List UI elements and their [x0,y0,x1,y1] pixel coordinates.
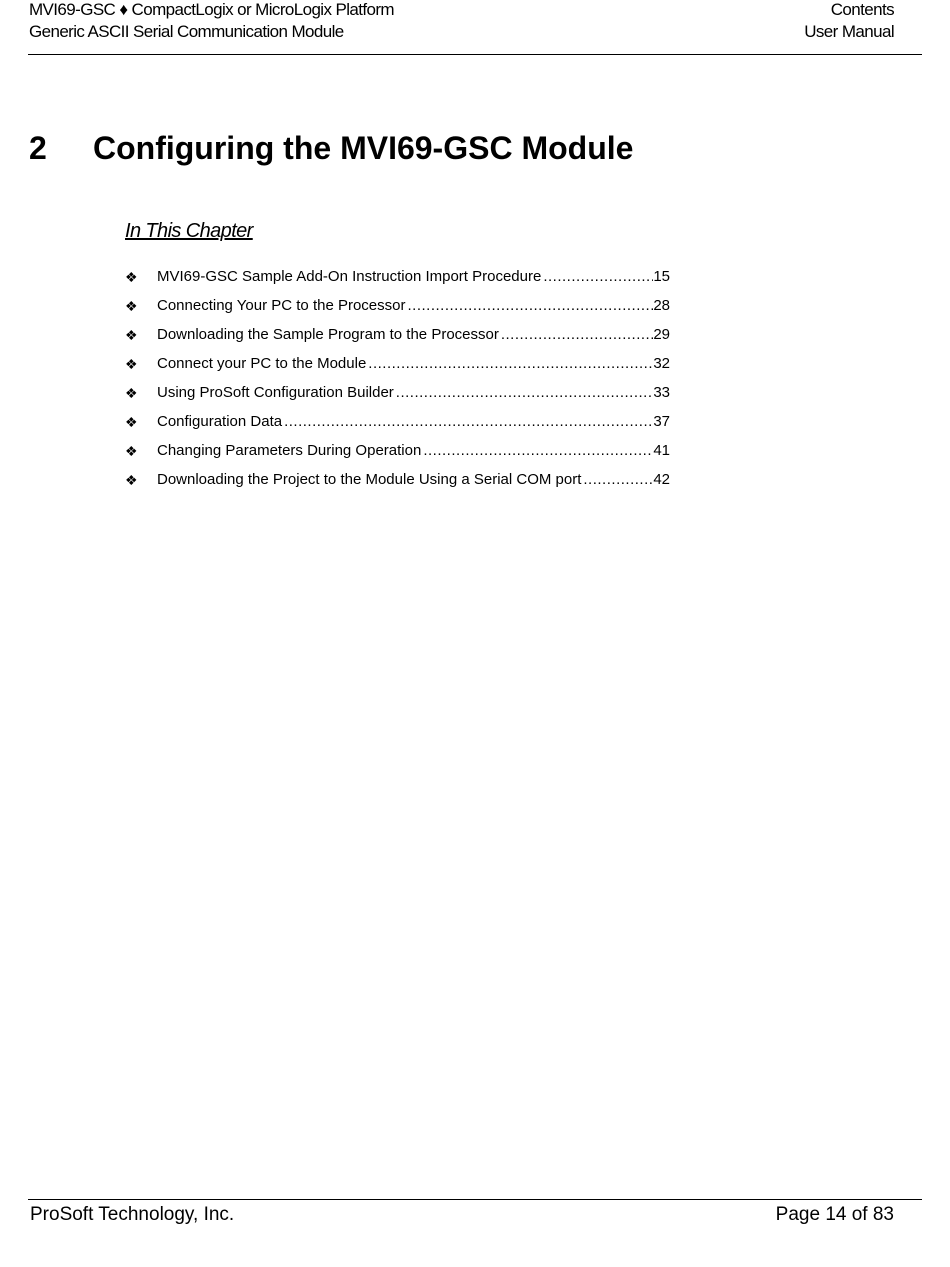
toc-leader-dots [583,471,653,488]
bullet-icon: ❖ [125,326,138,343]
toc-item-page[interactable]: 37 [653,413,670,430]
toc-leader-dots [396,384,654,401]
toc-item-title[interactable]: Using ProSoft Configuration Builder [157,384,394,401]
page-header [28,0,922,55]
toc-item-page[interactable]: 32 [653,355,670,372]
toc-item[interactable] [125,436,670,465]
header-product-line: MVI69-GSC ♦ CompactLogix or MicroLogix Platform [29,0,394,19]
toc-item-title[interactable]: Configuration Data [157,413,283,430]
toc-item-page[interactable]: 29 [653,326,670,343]
chapter-number: 2 [29,130,47,166]
header-doc-type: User Manual [804,22,894,41]
toc-leader-dots [407,297,653,314]
toc-item[interactable] [125,349,670,378]
toc-item[interactable] [125,320,670,349]
chapter-heading [29,128,633,168]
toc-leader-dots [423,442,653,459]
bullet-icon: ❖ [125,442,138,459]
toc-entry [157,355,670,372]
toc-item-page[interactable]: 33 [653,384,670,401]
toc-item[interactable] [125,465,670,494]
bullet-icon: ❖ [125,413,138,430]
toc-item-title[interactable]: Changing Parameters During Operation [157,442,422,459]
toc-item-title[interactable]: Downloading the Sample Program to the Processor [157,326,499,343]
toc-entry [157,326,670,343]
bullet-icon: ❖ [125,355,138,372]
footer-page-number: Page 14 of 83 [775,1204,894,1225]
bullet-icon: ❖ [125,384,138,401]
toc-item[interactable] [125,262,670,291]
toc-leader-dots [368,355,653,372]
chapter-toc [125,262,670,494]
toc-entry [157,413,670,430]
toc-item[interactable] [125,378,670,407]
header-section: Contents [830,0,894,19]
toc-item-title[interactable]: Connect your PC to the Module [157,355,367,372]
bullet-icon: ❖ [125,268,138,285]
toc-entry [157,384,670,401]
toc-item[interactable] [125,291,670,320]
bullet-icon: ❖ [125,297,138,314]
footer-company: ProSoft Technology, Inc. [30,1204,235,1225]
toc-item-title[interactable]: Connecting Your PC to the Processor [157,297,406,314]
toc-item-page[interactable]: 41 [653,442,670,459]
toc-entry [157,442,670,459]
page-footer [28,1199,922,1240]
toc-entry [157,471,670,488]
toc-item-title[interactable]: Downloading the Project to the Module Using a Serial COM port [157,471,582,488]
toc-leader-dots [284,413,653,430]
header-module-name: Generic ASCII Serial Communication Module [29,22,344,41]
toc-item-title[interactable]: MVI69-GSC Sample Add-On Instruction Import Procedure [157,268,542,285]
toc-entry [157,268,670,285]
in-this-chapter-heading: In This Chapter [125,220,253,242]
bullet-icon: ❖ [125,471,138,488]
toc-entry [157,297,670,314]
toc-item-page[interactable]: 15 [653,268,670,285]
toc-item-page[interactable]: 28 [653,297,670,314]
toc-leader-dots [543,268,653,285]
chapter-title: Configuring the MVI69-GSC Module [93,130,634,166]
toc-item[interactable] [125,407,670,436]
toc-leader-dots [501,326,653,343]
toc-item-page[interactable]: 42 [653,471,670,488]
